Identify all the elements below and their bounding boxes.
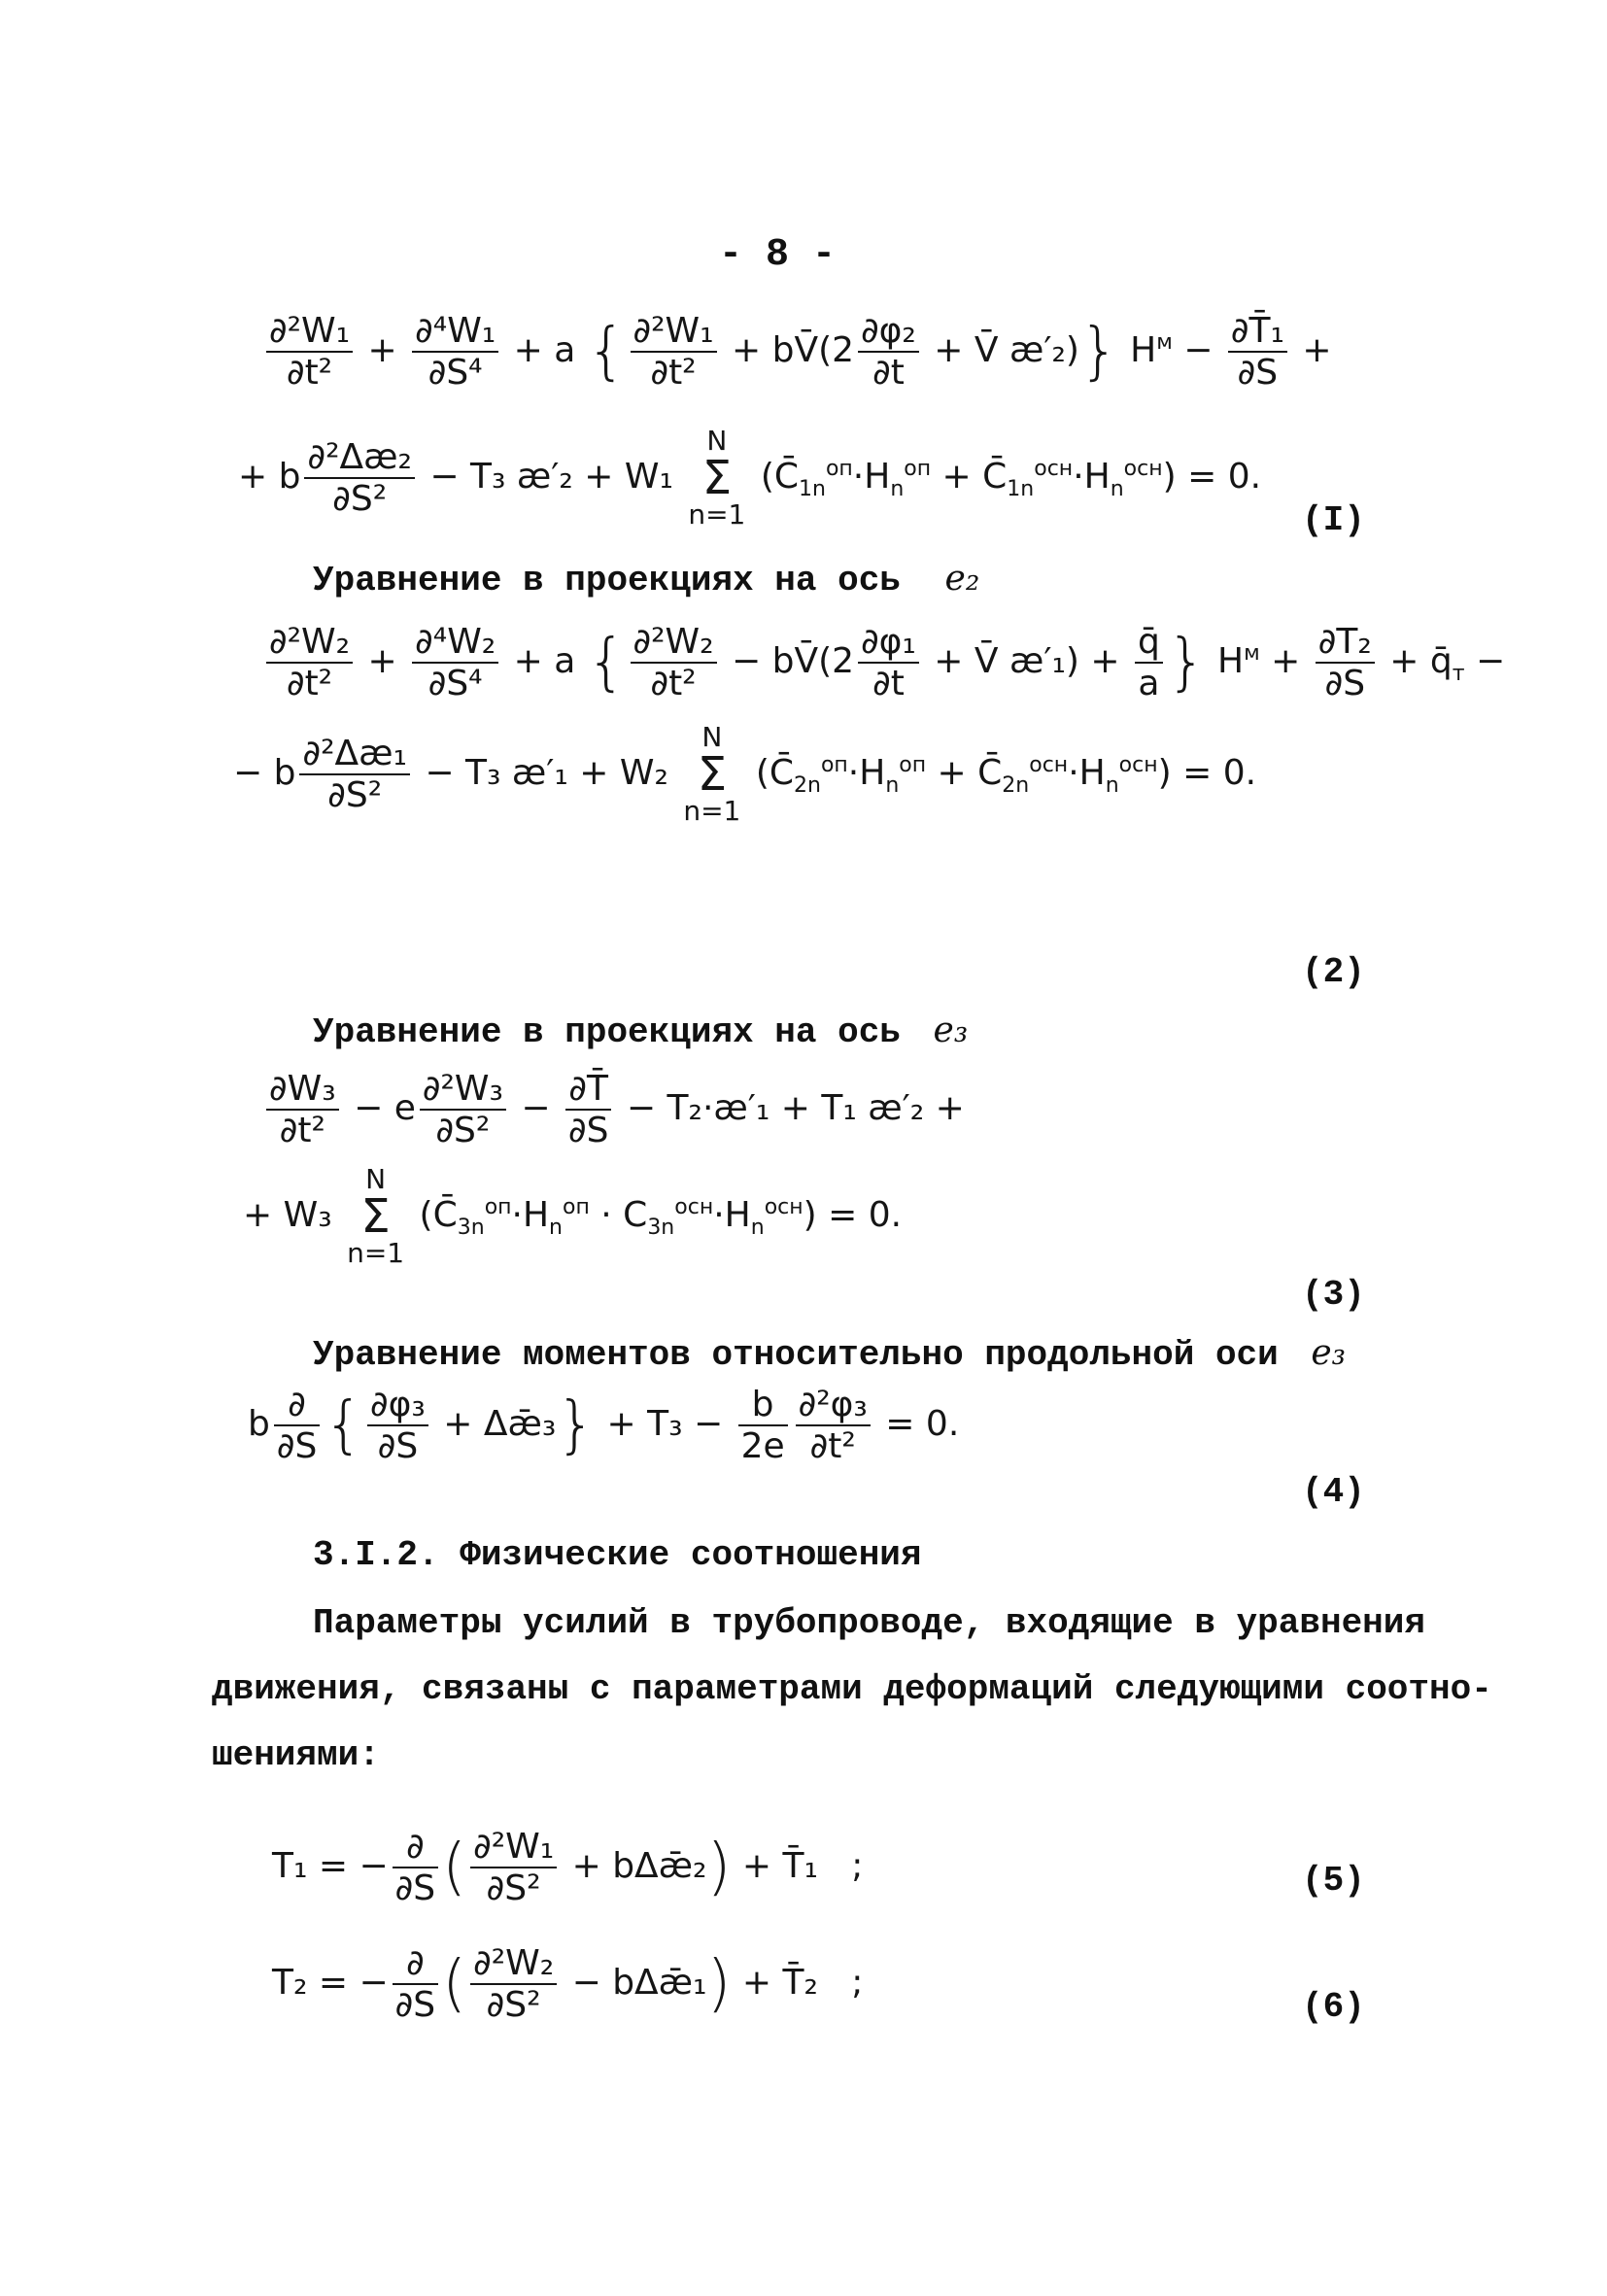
axis-symbol-e3b: e₃ [1311,1333,1347,1373]
heading-moments [313,1333,1346,1375]
section-heading: 3.I.2. Физические соотношения [313,1535,922,1575]
equation-label-3: (3) [1302,1275,1365,1315]
equation-6: T₂ = − $\frac{\partial}{\partial S}$ ( $\frac{\text{∂²W₂}}{\text{∂S²}}$ − bΔǣ₁) + T̄₂ ; [272,1943,864,2025]
heading-projection-e2 [313,559,979,600]
heading-projection-e3 [313,1011,968,1052]
axis-symbol-e3: e₃ [933,1011,969,1050]
heading-text: Уравнение в проекциях на ось [313,561,901,600]
equation-1-line-2: + b $\frac{\text{∂²Δæ₂}}{\text{∂S²}}$ − T₃ æ′₂ + W₁ N Σ n=1 ($C̄_{1n}^{оп}\cdot H_n^{оп}$ + $C̄_{1n}^{осн}\cdot H_n^{осн}) = 0$. [238,425,1262,531]
heading-text: Уравнение в проекциях на ось [313,1012,901,1052]
heading-text: Уравнение моментов относительно продольной оси [313,1335,1279,1375]
equation-label-6: (6) [1302,1987,1365,2027]
equation-label-1: (I) [1302,500,1365,540]
equation-4: b $\frac{\partial}{\partial S}$ { $\frac{\text{∂φ₃}}{\partial S}$ + Δǣ₃} + T₃ − $\frac{b}{2e}$ $\frac{\text{∂²φ₃}}{\text{∂t²}}$ = 0. [248,1385,960,1466]
equation-1-line-1: $\frac{\text{∂²W₁}}{\text{∂t²}}$ + $\frac{\text{∂⁴W₁}}{\text{∂S⁴}}$ + a { $\frac{\text{∂²W₁}}{\text{∂t²}}$ + bV̄(2 $\frac{\text{∂φ₂}}{\partial t}$ + V̄ æ′₂)} $H^м$ − $\frac{\text{∂T̄₁}}{\partial S}$ + [262,311,1332,393]
paragraph-line-1: Параметры усилий в трубопроводе, входящие в уравнения [313,1603,1425,1643]
paragraph-line-2: движения, связаны с параметрами деформаций следующими соотно- [212,1669,1492,1709]
paragraph-line-3: шениями: [212,1735,380,1775]
equation-label-5: (5) [1302,1861,1365,1901]
equation-3-line-1: $\frac{\text{∂W₃}}{\text{∂t²}}$ − e $\frac{\text{∂²W₃}}{\text{∂S²}}$ − $\frac{\partial T̄}{\partial S}$ − T₂·æ′₁ + T₁ æ′₂ + [262,1069,965,1150]
axis-symbol-e2: e₂ [944,559,980,599]
equation-2-line-1: $\frac{\text{∂²W₂}}{\text{∂t²}}$ + $\frac{\text{∂⁴W₂}}{\text{∂S⁴}}$ + a { $\frac{\text{∂²W₂}}{\text{∂t²}}$ − bV̄(2 $\frac{\text{∂φ₁}}{\partial t}$ + V̄ æ′₁) + $\frac{q̄}{a}$ } $H^м$ + $\frac{\text{∂T₂}}{\partial S}$ + $q̄_т$ − [262,622,1505,703]
equation-3-line-2: + W₃ N Σ n=1 $(C̄_{3n}^{оп}\cdot H_n^{оп} \cdot C_{3n}^{осн}\cdot H_n^{осн}) = 0$. [243,1163,903,1269]
equation-label-4: (4) [1302,1472,1365,1512]
equation-label-2: (2) [1302,952,1365,992]
equation-5: T₁ = − $\frac{\partial}{\partial S}$ ( $\frac{\text{∂²W₁}}{\text{∂S²}}$ + bΔǣ₂) + T̄₁ ; [272,1827,864,1908]
page-number: - 8 - [719,233,837,277]
equation-2-line-2: − b $\frac{\text{∂²Δæ₁}}{\text{∂S²}}$ − T₃ æ′₁ + W₂ N Σ n=1 ($C̄_{2n}^{оп}\cdot H_n^{оп}$ + $C̄_{2n}^{осн}\cdot H_n^{осн}) = 0$. [233,721,1257,827]
